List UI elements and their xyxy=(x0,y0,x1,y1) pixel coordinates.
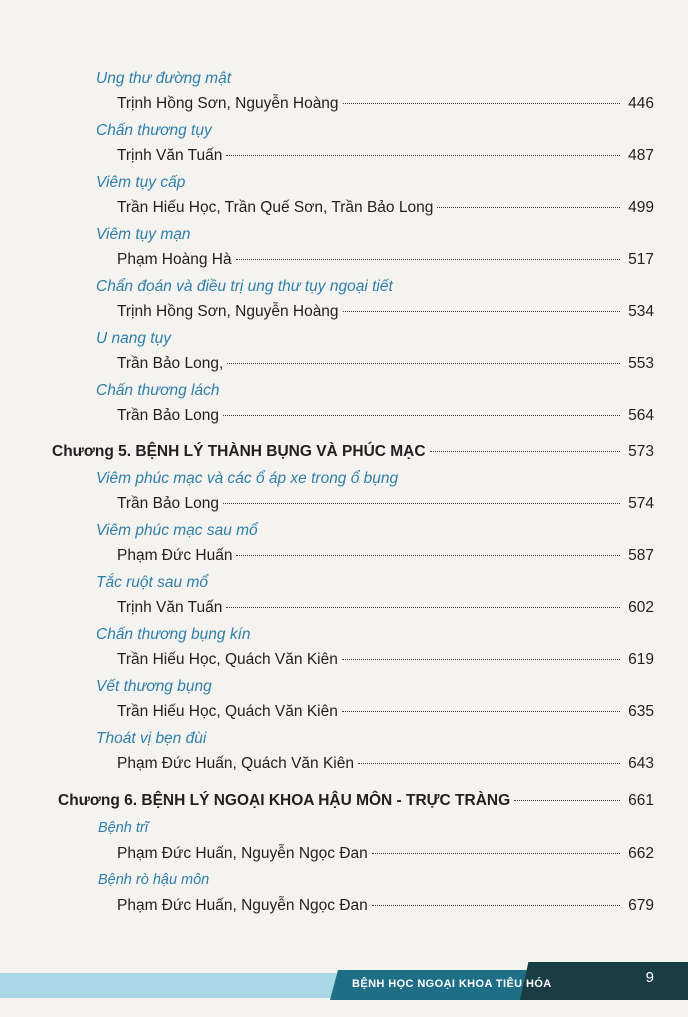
toc-topic xyxy=(0,274,688,300)
chapter-title: Chương 6. BỆNH LÝ NGOẠI KHOA HẬU MÔN - TRỰC TRÀNG xyxy=(58,792,511,809)
toc-entry xyxy=(0,352,688,378)
toc-group-section4 xyxy=(0,66,688,430)
toc-page-number: 662 xyxy=(628,845,654,862)
leader-dots xyxy=(226,607,620,608)
toc-page-number: 635 xyxy=(628,703,654,720)
toc-topic xyxy=(0,466,688,492)
toc-entry xyxy=(0,752,688,778)
toc-page-number: 534 xyxy=(628,303,654,320)
leader-dots xyxy=(223,415,620,416)
leader-dots xyxy=(227,363,620,364)
toc-topic xyxy=(0,570,688,596)
toc-entry xyxy=(0,894,688,920)
toc-authors: Trần Bảo Long, xyxy=(117,355,224,372)
toc-entry xyxy=(0,248,688,274)
toc-topic xyxy=(0,518,688,544)
toc-entry xyxy=(0,144,688,170)
toc-topic-title: Chấn thương bụng kín xyxy=(96,626,251,643)
toc-authors: Trần Hiếu Học, Quách Văn Kiên xyxy=(117,651,338,668)
toc-page-number: 574 xyxy=(628,495,654,512)
toc-authors: Trịnh Văn Tuấn xyxy=(117,599,223,616)
toc-page-number: 573 xyxy=(628,443,654,460)
leader-dots xyxy=(343,103,620,104)
leader-dots xyxy=(342,711,620,712)
toc-page-number: 643 xyxy=(628,755,654,772)
toc-topic xyxy=(0,326,688,352)
leader-dots xyxy=(514,800,620,801)
toc-page-number: 602 xyxy=(628,599,654,616)
toc-topic xyxy=(0,868,688,894)
leader-dots xyxy=(430,451,620,452)
toc-page-number: 499 xyxy=(628,199,654,216)
toc-entry xyxy=(0,404,688,430)
leader-dots xyxy=(223,503,620,504)
toc-topic xyxy=(0,726,688,752)
toc-topic xyxy=(0,622,688,648)
toc-entry xyxy=(0,492,688,518)
toc-page-number: 517 xyxy=(628,251,654,268)
toc-topic-title: U nang tụy xyxy=(96,330,171,347)
table-of-contents xyxy=(0,66,688,920)
toc-topic-title: Ung thư đường mật xyxy=(96,70,231,87)
toc-page-number: 446 xyxy=(628,95,654,112)
toc-authors: Trần Hiếu Học, Quách Văn Kiên xyxy=(117,703,338,720)
toc-topic-title: Viêm tụy mạn xyxy=(96,226,191,243)
leader-dots xyxy=(236,259,620,260)
toc-chapter-heading xyxy=(0,790,688,816)
toc-topic xyxy=(0,378,688,404)
toc-page-number: 619 xyxy=(628,651,654,668)
toc-topic xyxy=(0,674,688,700)
toc-authors: Trịnh Hồng Sơn, Nguyễn Hoàng xyxy=(117,95,339,112)
toc-authors: Phạm Đức Huấn, Nguyễn Ngọc Đan xyxy=(117,897,368,914)
leader-dots xyxy=(226,155,620,156)
toc-topic-title: Tắc ruột sau mổ xyxy=(96,574,208,591)
toc-topic-title: Vết thương bụng xyxy=(96,678,212,695)
toc-page-number: 564 xyxy=(628,407,654,424)
toc-entry xyxy=(0,92,688,118)
toc-authors: Phạm Đức Huấn, Quách Văn Kiên xyxy=(117,755,354,772)
toc-entry xyxy=(0,544,688,570)
toc-entry xyxy=(0,196,688,222)
leader-dots xyxy=(342,659,620,660)
toc-authors: Phạm Hoàng Hà xyxy=(117,251,232,268)
toc-chapter-6 xyxy=(0,790,688,920)
toc-authors: Trần Bảo Long xyxy=(117,407,219,424)
toc-page-number: 587 xyxy=(628,547,654,564)
toc-topic-title: Bệnh rò hậu môn xyxy=(98,872,210,888)
toc-page-number: 553 xyxy=(628,355,654,372)
toc-authors: Phạm Đức Huấn xyxy=(117,547,233,564)
toc-authors: Trần Hiếu Học, Trần Quế Sơn, Trần Bảo Long xyxy=(117,199,434,216)
toc-topic xyxy=(0,222,688,248)
toc-entry xyxy=(0,700,688,726)
bottom-margin xyxy=(0,1000,688,1017)
toc-entry xyxy=(0,300,688,326)
toc-topic-title: Bệnh trĩ xyxy=(98,820,148,836)
toc-topic xyxy=(0,118,688,144)
toc-topic-title: Thoát vị bẹn đùi xyxy=(96,730,207,747)
toc-topic-title: Chẩn đoán và điều trị ung thư tụy ngoại tiết xyxy=(96,278,393,295)
toc-authors: Phạm Đức Huấn, Nguyễn Ngọc Đan xyxy=(117,845,368,862)
toc-page-number: 679 xyxy=(628,897,654,914)
toc-authors: Trần Bảo Long xyxy=(117,495,219,512)
toc-chapter-5 xyxy=(0,436,688,778)
footer-page-number: 9 xyxy=(645,969,654,986)
page-footer xyxy=(0,970,688,998)
leader-dots xyxy=(372,853,620,854)
leader-dots xyxy=(358,763,620,764)
toc-topic xyxy=(0,170,688,196)
toc-entry xyxy=(0,648,688,674)
toc-authors: Trịnh Văn Tuấn xyxy=(117,147,223,164)
toc-authors: Trịnh Hồng Sơn, Nguyễn Hoàng xyxy=(117,303,339,320)
toc-page-number: 487 xyxy=(628,147,654,164)
toc-topic-title: Viêm phúc mạc sau mổ xyxy=(96,522,258,539)
toc-chapter-heading xyxy=(0,436,688,466)
toc-topic-title: Viêm phúc mạc và các ổ áp xe trong ổ bụng xyxy=(96,470,399,487)
leader-dots xyxy=(372,905,620,906)
toc-topic-title: Viêm tụy cấp xyxy=(96,174,186,191)
toc-topic-title: Chấn thương lách xyxy=(96,382,220,399)
chapter-title: Chương 5. BỆNH LÝ THÀNH BỤNG VÀ PHÚC MẠC xyxy=(52,443,426,460)
toc-entry xyxy=(0,596,688,622)
toc-topic xyxy=(0,816,688,842)
toc-page-number: 661 xyxy=(628,792,654,809)
leader-dots xyxy=(437,207,620,208)
leader-dots xyxy=(236,555,620,556)
leader-dots xyxy=(343,311,620,312)
toc-entry xyxy=(0,842,688,868)
toc-topic xyxy=(0,66,688,92)
toc-topic-title: Chấn thương tụy xyxy=(96,122,212,139)
footer-book-title: BỆNH HỌC NGOẠI KHOA TIÊU HÓA xyxy=(352,978,552,990)
